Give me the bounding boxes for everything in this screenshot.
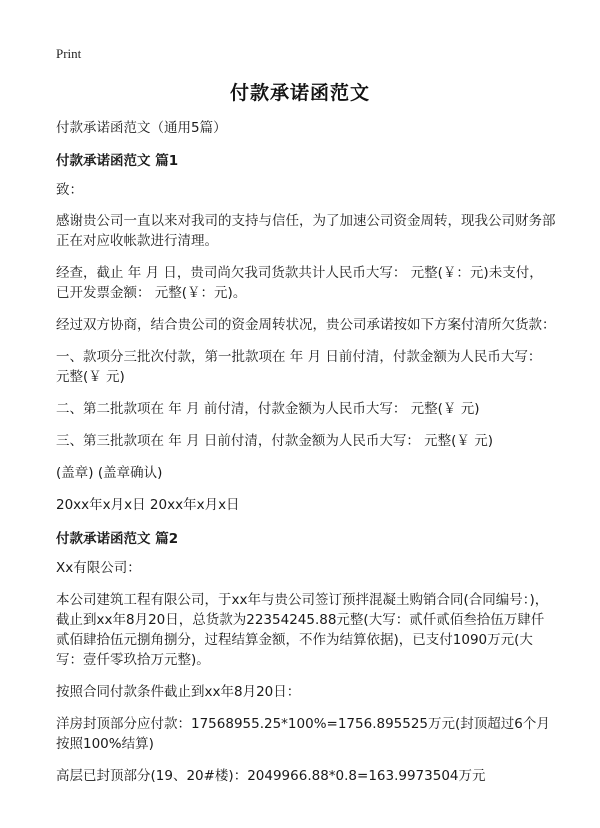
section1-seal-line: (盖章) (盖章确认)	[56, 465, 163, 481]
section2-heading: 付款承诺函范文 篇2	[56, 531, 179, 547]
section1-salutation: 致：	[56, 182, 83, 198]
section1-paragraph-3: 经过双方协商，结合贵公司的资金周转状况，贵公司承诺按如下方案付清所欠货款：	[56, 317, 556, 333]
section2-salutation: Xx有限公司：	[56, 560, 141, 576]
section1-paragraph-2: 经查，截止 年 月 日，贵司尚欠我司货款共计人民币大写： 元整(￥：元)未支付，已开发票金额： 元整(￥：元)。	[56, 265, 543, 301]
print-label: Print	[56, 46, 82, 61]
section1-item-3: 三、第三批款项在 年 月 日前付清，付款金额为人民币大写： 元整(￥ 元)	[56, 433, 493, 449]
section2-paragraph-4: 高层已封顶部分(19、20#楼)：2049966.88*0.8=163.9973504万元	[56, 768, 486, 784]
document-body	[56, 118, 556, 786]
section1-date-line: 20xx年x月x日 20xx年x月x日	[56, 497, 240, 513]
section2-paragraph-2: 按照合同付款条件截止到xx年8月20日：	[56, 684, 301, 700]
section2-paragraph-1: 本公司建筑工程有限公司，于xx年与贵公司签订预拌混凝土购销合同(合同编号：)，截止到xx年8月20日，总货款为22354245.88元整(大写：贰仟贰佰叁拾伍万肆仟贰佰肆拾伍元捌角捌分，过程结算金额，不作为结算依据)，已支付1090万元(大写：壹仟零玖拾万元整)。	[56, 592, 549, 668]
section2-paragraph-3: 洋房封顶部分应付款：17568955.25*100%=1756.895525万元(封顶超过6个月按照100%结算)	[56, 716, 550, 752]
document-subtitle: 付款承诺函范文（通用5篇）	[56, 120, 227, 136]
section1-heading: 付款承诺函范文 篇1	[56, 153, 179, 169]
page-title: 付款承诺函范文	[229, 82, 370, 104]
section1-paragraph-1: 感谢贵公司一直以来对我司的支持与信任，为了加速公司资金周转，现我公司财务部正在对应收帐款进行清理。	[56, 213, 556, 249]
section1-item-1: 一、款项分三批次付款，第一批款项在 年 月 日前付清，付款金额为人民币大写： 元整(￥ 元)	[56, 349, 542, 385]
section1-item-2: 二、第二批款项在 年 月 前付清，付款金额为人民币大写： 元整(￥ 元)	[56, 401, 480, 417]
